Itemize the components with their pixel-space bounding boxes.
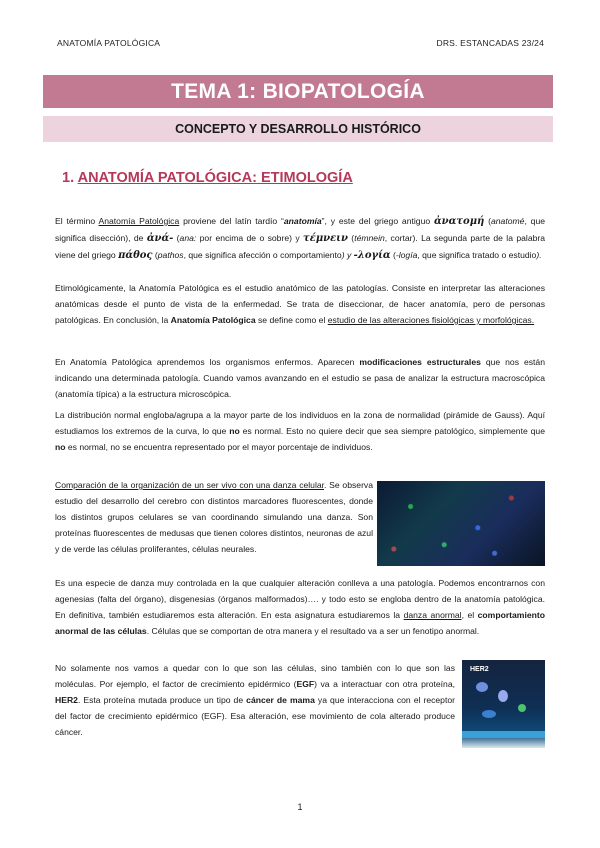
greek-term: πάθος — [118, 250, 153, 261]
text: . Esta proteína mutada produce un tipo de — [77, 695, 247, 705]
text: ”, y este del griego antiguo — [321, 216, 434, 226]
page-subtitle: CONCEPTO Y DESARROLLO HISTÓRICO — [175, 122, 421, 136]
underlined-definition: estudio de las alteraciones fisiológicas y morfológicas. — [327, 315, 535, 325]
paragraph-normal-distribution — [55, 407, 545, 455]
text: . Células que se comportan de otra manera y el resultado va a ser un fenotipo anormal. — [146, 626, 480, 636]
transliteration: pathos — [157, 250, 184, 260]
text: Es una especie de danza muy controlada en la que cualquier alteración conlleva a una patología. Podemos encontrarnos con agenesias (falta del órgano), disgenesias (órganos malformados)…. y todo esto se engloba dentro de la anatomía patológica. En definitiva, también estudiaremos esta alteración. En esta asignatura estudiaremos la — [55, 578, 545, 620]
text: ( — [347, 233, 355, 243]
subtitle-banner — [43, 116, 553, 142]
transliteration: témnein — [354, 233, 385, 243]
text: por encima de o sobre) y — [196, 233, 304, 243]
transliteration: ana: — [179, 233, 197, 243]
greek-term: ἀνατομή — [433, 216, 485, 227]
transliteration: anatomé — [491, 216, 525, 226]
title-banner — [43, 75, 553, 108]
text: es normal. Esto no quiere decir que sea siempre patológico, simplemente que — [239, 426, 545, 436]
text: No solamente nos vamos a quedar con lo que son las células, sino también con lo que son las moléculas. Por ejemplo, el factor de crecimiento epidérmico ( — [55, 663, 455, 689]
text: ya que interacciona con el receptor del factor de crecimiento epidérmico (EGF). Esa alteración, ese movimiento de cola alterado produce cáncer. — [55, 695, 455, 737]
receptor-shape — [482, 710, 496, 718]
greek-term: ἀνά- — [146, 233, 174, 244]
paragraph-abnormal-dance — [55, 575, 545, 639]
text: que nos están indicando una determinada patología. Cuando vamos avanzando en el estudio se pasa de analizar la estructura macroscópica (anatomía típica) a la estructura microscópica. — [55, 357, 545, 399]
text: , que significa tratado o estudio — [417, 250, 537, 260]
paragraph-cell-dance — [55, 477, 373, 557]
text: , que significa afección o comportamiento — [183, 250, 342, 260]
text: En Anatomía Patológica aprendemos los organismos enfermos. Aparecen — [55, 357, 360, 367]
greek-term: τέμνειν — [303, 233, 348, 244]
bold-term: no — [229, 426, 240, 436]
text: . Se observa estudio del desarrollo del cerebro con distintos marcadores fluorescentes, donde los distintos grupos celulares se van coordinando simulando una danza. Son proteínas fluorescentes de medusas que tienen colores distintos, neuronas de azul y de verde las células proliferantes, células neurales. — [55, 480, 374, 554]
fluorescent-brain-image — [377, 481, 545, 566]
text: ( — [152, 250, 158, 260]
text: ( — [173, 233, 180, 243]
text: se define como el — [255, 315, 328, 325]
page-number: 1 — [297, 802, 303, 812]
text: El término — [55, 216, 99, 226]
section-heading — [62, 170, 353, 186]
text: ( — [484, 216, 491, 226]
paragraph-definition — [55, 280, 545, 328]
text: , que significa disección), de — [55, 216, 546, 243]
bold-term: modificaciones estructurales — [359, 357, 481, 367]
bold-term: Anatomía Patológica — [170, 315, 256, 325]
greek-term: -λογία — [353, 250, 391, 261]
section-title: ANATOMÍA PATOLÓGICA: ETIMOLOGÍA — [77, 170, 353, 186]
text: ) va a interactuar con otra proteína, — [314, 679, 456, 689]
text: es normal, no se encuentra representado por el mayor porcentaje de individuos. — [65, 442, 373, 452]
text: ). — [536, 250, 542, 260]
transliteration: -logía — [395, 250, 418, 260]
receptor-shape — [518, 704, 526, 712]
paragraph-etymology — [55, 213, 545, 264]
bold-term: no — [55, 442, 66, 452]
receptor-shape — [476, 682, 488, 692]
text: proviene del latín tardío “ — [179, 216, 284, 226]
her2-receptor-image — [462, 660, 545, 748]
underlined-heading: Comparación de la organización de un ser vivo con una danza celular — [55, 480, 325, 490]
text: , cortar). La segunda parte de la palabra viene del griego — [55, 233, 546, 260]
header-authors: DRS. ESTANCADAS 23/24 — [436, 38, 544, 48]
text: Etimológicamente, la Anatomía Patológica es el estudio anatómico de las patologías. Consiste en interpretar las alteraciones anatómicas desde el punto de vista de la enfermedad. Se trata de diseccionar, de hacer anatomía, pero de personas patológicas. En conclusión, la — [55, 283, 545, 325]
text: , el — [461, 610, 478, 620]
bold-term: EGF — [296, 679, 315, 689]
section-number: 1. — [62, 170, 78, 186]
bold-term: HER2 — [55, 695, 78, 705]
cell-membrane — [462, 731, 545, 738]
text: ) y — [341, 250, 354, 260]
text: La distribución normal engloba/agrupa a la mayor parte de los individuos en la zona de normalidad (pirámide de Gauss). Aquí estudiamos los extremos de la curva, lo que — [55, 410, 545, 436]
bold-term: cáncer de mama — [246, 695, 315, 705]
bold-term: comportamiento anormal de las células — [55, 610, 545, 636]
paragraph-molecules — [55, 660, 455, 740]
underlined-term: danza anormal — [403, 610, 462, 620]
page-title: TEMA 1: BIOPATOLOGÍA — [171, 79, 425, 103]
header-course-title: ANATOMÍA PATOLÓGICA — [57, 38, 161, 48]
figure-label: HER2 — [470, 666, 489, 673]
latin-term: anatomía — [283, 216, 322, 226]
term-anatomia-patologica: Anatomía Patológica — [98, 216, 180, 226]
paragraph-organisms — [55, 354, 545, 402]
receptor-shape — [498, 690, 508, 702]
text: ( — [390, 250, 396, 260]
